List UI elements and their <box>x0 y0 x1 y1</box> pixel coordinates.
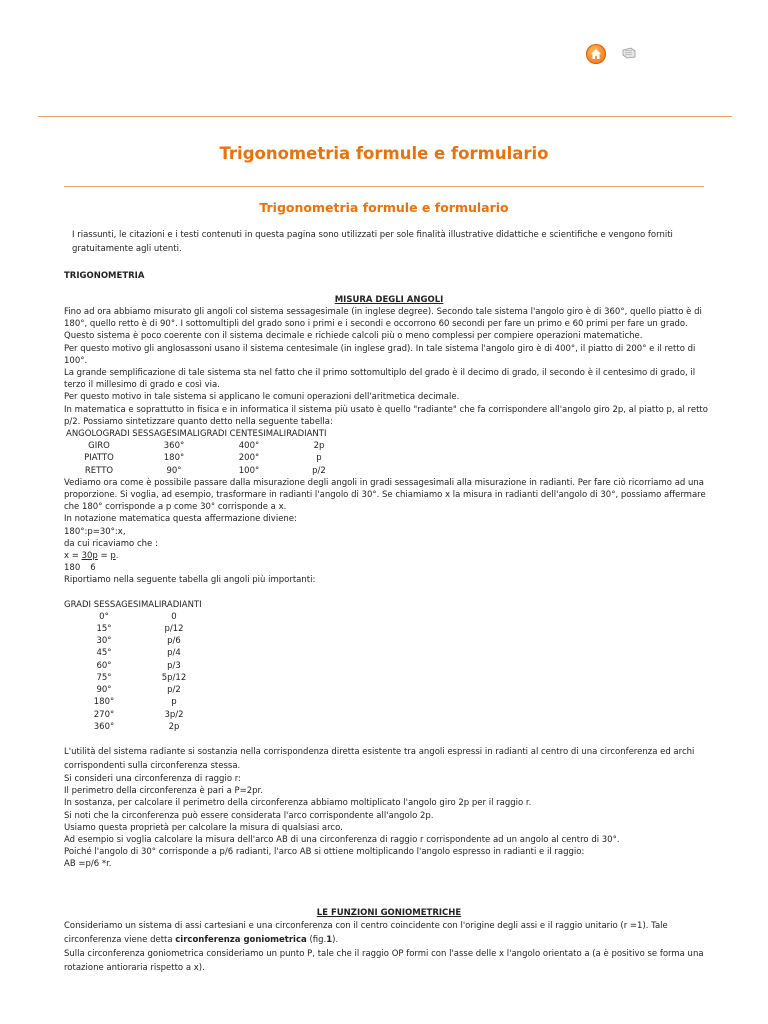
paragraph: Riportiamo nella seguente tabella gli angoli più importanti: <box>64 575 316 586</box>
table-cell: p <box>171 697 177 708</box>
bookmark-button[interactable] <box>622 47 636 59</box>
goniometric-heading: LE FUNZIONI GONIOMETRICHE <box>316 907 462 918</box>
table-cell: 180° <box>163 453 185 464</box>
angles-heading: MISURA DEGLI ANGOLI <box>334 295 444 305</box>
table-row <box>64 647 714 659</box>
formula-suffix: . <box>115 551 119 562</box>
table-cell: 2p <box>313 441 325 452</box>
table-cell: p <box>316 453 322 464</box>
disclaimer: I riassunti, le citazioni e i testi contenuti in questa pagina sono utilizzati per sole finalità illustrative didattiche e scientifiche e vengono forniti gratuitamente agli utenti. <box>72 230 673 254</box>
paragraph: Poiché l'angolo di 30° corrisponde a p/6 radianti, l'arco AB si ottiene moltiplicando l'angolo espresso in radianti e il raggio: <box>64 847 585 858</box>
paragraph: Fino ad ora abbiamo misurato gli angoli col sistema sessagesimale (in inglese degree). Secondo tale sistema l'angolo giro è di 360°, quello piatto è di 180°, quello retto è di 90°. I sottomultipli del grado sono i primi e i secondi e occorrono 60 secondi per fare un primo e 60 primi per fare un grado. <box>64 307 702 330</box>
paragraph <box>64 919 714 947</box>
table-header-cell: ANGOLO <box>66 429 103 440</box>
paragraph: 180°:p=30°:x, <box>64 526 126 537</box>
table-header-cell: GRADI SESSAGESIMALI <box>102 429 200 440</box>
table-cell: p/2 <box>167 685 181 696</box>
formula-den2: 6 <box>90 563 96 574</box>
paragraph: In sostanza, per calcolare il perimetro della circonferenza abbiamo moltiplicato l'angolo giro 2p per il raggio r. <box>64 798 532 809</box>
table-cell: 360° <box>163 441 185 452</box>
table-cell: RETTO <box>84 465 114 476</box>
paragraph-text: (fig. <box>306 934 327 945</box>
paragraph: AB =p/6 *r. <box>64 859 112 870</box>
table-cell: GIRO <box>88 441 110 452</box>
table-row <box>64 696 714 708</box>
formula-denominators <box>64 562 714 574</box>
radians-table <box>64 599 714 733</box>
paragraph: da cui ricaviamo che : <box>64 538 158 549</box>
table-cell: 400° <box>238 441 260 452</box>
table-cell: 100° <box>238 465 260 476</box>
top-divider <box>38 116 732 117</box>
table-cell: p/6 <box>167 636 181 647</box>
page-title: Trigonometria formule e formulario <box>219 144 549 163</box>
table-row <box>64 672 714 684</box>
figure-ref: 1 <box>326 934 333 945</box>
table-cell: PIATTO <box>84 453 114 464</box>
article-body <box>64 228 714 975</box>
table-cell: 2p <box>168 721 180 732</box>
table-row <box>64 684 714 696</box>
table-row <box>64 721 714 733</box>
table-cell: 60° <box>96 660 112 671</box>
table-row <box>64 440 714 452</box>
paragraph: Sulla circonferenza goniometrica consideriamo un punto P, tale che il raggio OP formi con l'asse delle x l'angolo orientato a (a è positivo se forma una rotazione antioraria rispetto a x). <box>64 948 704 973</box>
table-row <box>64 611 714 623</box>
formula-numerator: 30p <box>81 551 98 562</box>
table-row <box>64 660 714 672</box>
term-bold: circonferenza goniometrica <box>175 934 307 945</box>
table-cell: p/3 <box>167 660 181 671</box>
table-cell: p/4 <box>167 648 181 659</box>
table-cell: 180° <box>93 697 115 708</box>
home-icon <box>590 48 602 60</box>
paragraph-text: Consideriamo un sistema di assi cartesiani e una circonferenza con il centro coincidente con l'origine degli assi e il raggio unitario (r =1). Tale circonferenza viene detta <box>64 920 668 945</box>
table-cell: p/12 <box>164 624 184 635</box>
paragraph: Il perimetro della circonferenza è pari a P=2pr. <box>64 786 263 797</box>
home-button[interactable] <box>586 44 606 64</box>
paragraph: Per questo motivo in tale sistema si applicano le comuni operazioni dell'aritmetica decimale. <box>64 392 460 403</box>
title-divider <box>64 186 704 187</box>
table-cell: 30° <box>96 636 112 647</box>
table-header-cell: RADIANTI <box>286 429 327 440</box>
table-cell: p/2 <box>312 465 326 476</box>
paragraph: La grande semplificazione di tale sistema sta nel fatto che il primo sottomultiplo del grado è il decimo di grado, il secondo è il centesimo di grado, il terzo il millesimo di grado e così via. <box>64 368 696 391</box>
paragraph: In notazione matematica questa affermazione diviene: <box>64 514 297 525</box>
formula-den1: 180 <box>64 563 81 574</box>
table-cell: 360° <box>93 721 115 732</box>
angles-table <box>64 428 714 477</box>
table-cell: 270° <box>93 709 115 720</box>
table-row <box>64 635 714 647</box>
table-cell: 0 <box>171 611 177 622</box>
table-cell: 90° <box>166 465 182 476</box>
formula-prefix: x = <box>64 551 82 562</box>
table-cell: 0° <box>99 611 109 622</box>
formula-equals: = <box>97 551 111 562</box>
paragraph: Si noti che la circonferenza può essere considerata l'arco corrispondente all'angolo 2p. <box>64 810 434 821</box>
paragraph: Questo sistema è poco coerente con il sistema decimale e richiede calcoli più o meno complessi per compiere operazioni matematiche. <box>64 331 643 342</box>
table-cell: 90° <box>96 685 112 696</box>
table-cell: 200° <box>238 453 260 464</box>
paragraph: L'utilità del sistema radiante si sostanzia nella corrispondenza diretta esistente tra angoli espressi in radianti al centro di una circonferenza ed archi corrispondenti sulla circonferenza stessa. <box>64 746 695 771</box>
table-cell: 75° <box>96 672 112 683</box>
table-header-row: GRADI SESSAGESIMALIRADIANTI <box>64 599 202 610</box>
table-header-cell: GRADI CENTESIMALI <box>199 429 287 440</box>
table-row <box>64 465 714 477</box>
section-heading: TRIGONOMETRIA <box>64 271 145 281</box>
page-subtitle: Trigonometria formule e formulario <box>259 200 509 215</box>
table-header-row <box>64 428 714 440</box>
paragraph-text: ). <box>332 934 339 945</box>
table-cell: 3p/2 <box>164 709 184 720</box>
paragraph: Vediamo ora come è possibile passare dalla misurazione degli angoli in gradi sessagesimali alla misurazione in radianti. Per fare ciò ricorriamo ad una proporzione. Si voglia, ad esempio, trasformare in radianti l'angolo di 30°. Se chiamiamo x la misura in radianti dell'angolo di 30°, possiamo affermare che 180° corrisponde a p come 30° corrisponde a x. <box>64 477 706 513</box>
table-cell: 15° <box>96 624 112 635</box>
paragraph: Usiamo questa proprietà per calcolare la misura di qualsiasi arco. <box>64 822 343 833</box>
formula-result: p <box>110 551 116 562</box>
formula-line <box>64 550 714 562</box>
paragraph: Ad esempio si voglia calcolare la misura dell'arco AB di una circonferenza di raggio r corrispondente ad un angolo al centro di 30°. <box>64 834 620 845</box>
table-row <box>64 452 714 464</box>
table-cell: 5p/12 <box>161 672 187 683</box>
table-row <box>64 709 714 721</box>
table-row <box>64 623 714 635</box>
bookmark-icon <box>622 47 636 59</box>
table-cell: 45° <box>96 648 112 659</box>
paragraph: In matematica e soprattutto in fisica e in informatica il sistema più usato è quello "radiante" che fa corrispondere all'angolo giro 2p, al piatto p, al retto p/2. Possiamo sintetizzare quanto detto nella seguente tabella: <box>64 404 708 427</box>
paragraph: Si consideri una circonferenza di raggio r: <box>64 773 241 784</box>
paragraph: Per questo motivo gli anglosassoni usano il sistema centesimale (in inglese grad). In tale sistema l'angolo giro è di 400°, il piatto di 200° e il retto di 100°. <box>64 343 696 366</box>
